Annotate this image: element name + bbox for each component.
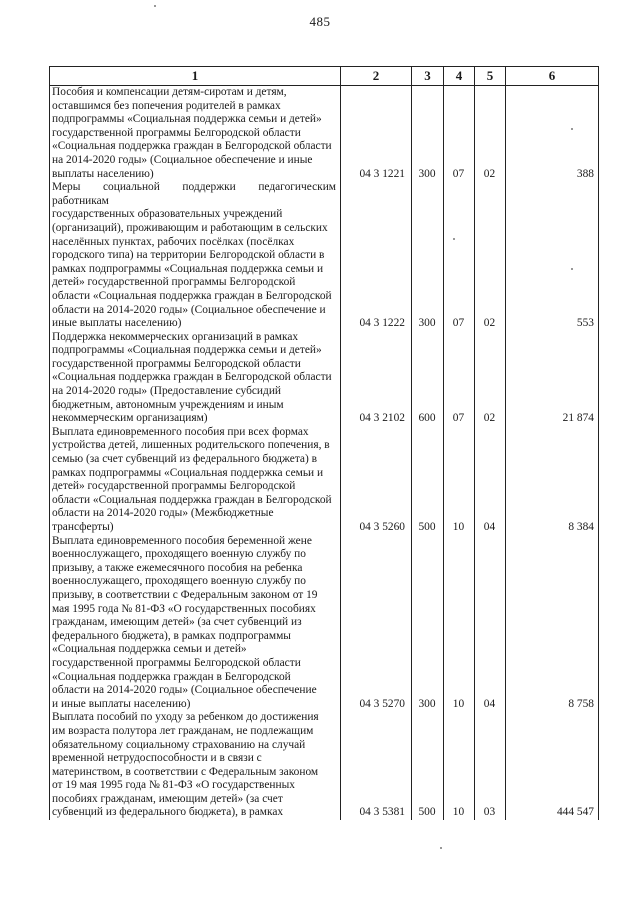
description-line: рамках подпрограммы «Социальная поддержка семьи и xyxy=(52,466,324,479)
header-col-2: 2 xyxy=(341,67,412,86)
row-target-code: 04 3 2102 xyxy=(341,331,412,426)
description-line: государственных образовательных учреждений xyxy=(52,208,283,221)
description-line: «Социальная поддержка граждан в Белгородской области xyxy=(52,371,332,384)
row-target-code: 04 3 5260 xyxy=(341,426,412,535)
row-subsection: 04 xyxy=(475,426,506,535)
table-row xyxy=(50,711,599,820)
row-amount: 444 547 xyxy=(506,711,599,820)
row-subsection: 02 xyxy=(475,181,506,331)
row-expense-type: 300 xyxy=(412,535,444,712)
table-row xyxy=(50,535,599,712)
row-section: 07 xyxy=(444,331,475,426)
description-line: трансферты) xyxy=(52,521,114,533)
description-line: «Социальная поддержка граждан в Белгородской xyxy=(52,670,291,683)
header-col-6: 6 xyxy=(506,67,599,86)
description-line: «Социальная поддержка граждан в Белгородской области xyxy=(52,140,332,153)
table-row xyxy=(50,86,599,182)
description-line: субвенций из федерального бюджета), в рамках xyxy=(52,806,284,819)
row-section: 10 xyxy=(444,426,475,535)
scan-speck xyxy=(571,268,573,270)
description-line: материнством, в соответствии с Федеральным законом xyxy=(52,765,319,778)
row-target-code: 04 3 5270 xyxy=(341,535,412,712)
page-number: 485 xyxy=(309,14,331,29)
description-line: обязательному социальному страхованию на случай xyxy=(52,738,306,751)
description-line: «Социальная поддержка семьи и детей» xyxy=(52,643,247,656)
description-line: населённых пунктах, рабочих посёлках (посёлках xyxy=(52,235,295,248)
description-line: иные выплаты населению) xyxy=(52,317,182,330)
row-expense-type: 500 xyxy=(412,711,444,820)
row-subsection: 02 xyxy=(475,331,506,426)
description-line: Выплата пособий по уходу за ребенком до достижения xyxy=(52,711,319,724)
description-line: от 19 мая 1995 года № 81-ФЗ «О государственных xyxy=(52,779,295,792)
row-expense-type: 300 xyxy=(412,86,444,182)
description-line: государственной программы Белгородской области xyxy=(52,357,301,370)
description-line: некоммерческим организациям) xyxy=(52,412,208,425)
description-line: призыву, а также ежемесячного пособия на ребенка xyxy=(52,561,303,574)
description-line: военнослужащего, проходящего военную службу по xyxy=(52,575,306,588)
row-amount: 8 384 xyxy=(506,426,599,535)
description-line: мая 1995 года № 81-ФЗ «О государственных пособиях xyxy=(52,602,316,615)
description-line: подпрограммы «Социальная поддержка семьи и детей» xyxy=(52,113,322,126)
row-subsection: 02 xyxy=(475,86,506,182)
description-line: рамках подпрограммы «Социальная поддержка семьи и xyxy=(52,262,324,275)
description-line: области на 2014-2020 годы» (Социальное обеспечение и xyxy=(52,303,326,316)
description-line: (организаций), проживающим и работающим в сельских xyxy=(52,221,328,234)
row-description xyxy=(50,535,341,712)
budget-table xyxy=(49,66,599,820)
row-amount: 8 758 xyxy=(506,535,599,712)
row-description xyxy=(50,181,341,331)
description-line: области на 2014-2020 годы» (Межбюджетные xyxy=(52,507,274,520)
description-line: на 2014-2020 годы» (Социальное обеспечение и иные xyxy=(52,153,313,166)
row-target-code: 04 3 1221 xyxy=(341,86,412,182)
row-target-code: 04 3 5381 xyxy=(341,711,412,820)
header-col-4: 4 xyxy=(444,67,475,86)
row-section: 10 xyxy=(444,535,475,712)
header-row xyxy=(50,67,599,86)
row-amount: 21 874 xyxy=(506,331,599,426)
row-amount: 388 xyxy=(506,86,599,182)
description-line: устройства детей, лишенных родительского попечения, в xyxy=(52,439,330,452)
table-row xyxy=(50,181,599,331)
row-subsection: 04 xyxy=(475,535,506,712)
description-line: государственной программы Белгородской области xyxy=(52,656,301,669)
description-line: государственной программы Белгородской области xyxy=(52,126,301,139)
description-line: оставшимся без попечения родителей в рамках xyxy=(52,99,281,112)
description-line: Поддержка некоммерческих организаций в рамках xyxy=(52,330,299,343)
row-target-code: 04 3 1222 xyxy=(341,181,412,331)
description-line: Меры социальной поддержки педагогическим работникам xyxy=(52,181,336,207)
scan-speck xyxy=(453,238,455,240)
description-line: области на 2014-2020 годы» (Социальное обеспечение xyxy=(52,684,317,697)
description-line: Выплата единовременного пособия при всех формах xyxy=(52,425,309,438)
row-expense-type: 500 xyxy=(412,426,444,535)
row-section: 07 xyxy=(444,181,475,331)
row-expense-type: 600 xyxy=(412,331,444,426)
description-line: городского типа) на территории Белгородской области в xyxy=(52,249,325,262)
description-line: пособиях гражданам, имеющим детей» (за счет xyxy=(52,792,283,805)
row-expense-type: 300 xyxy=(412,181,444,331)
description-line: Пособия и компенсации детям-сиротам и детям, xyxy=(52,86,287,98)
description-line: бюджетным, автономным учреждениям и иным xyxy=(52,398,284,411)
description-line: области «Социальная поддержка граждан в Белгородской xyxy=(52,289,332,302)
description-line: семью (за счет субвенций из федерального бюджета) в xyxy=(52,453,318,466)
scan-speck xyxy=(440,847,442,849)
row-amount: 553 xyxy=(506,181,599,331)
description-line: подпрограммы «Социальная поддержка семьи и детей» xyxy=(52,344,322,357)
row-section: 10 xyxy=(444,711,475,820)
description-line: детей» государственной программы Белгородской xyxy=(52,276,296,289)
scan-speck xyxy=(571,128,573,130)
description-line: им возраста полутора лет гражданам, не подлежащим xyxy=(52,724,314,737)
scan-speck xyxy=(154,5,156,7)
description-line: детей» государственной программы Белгородской xyxy=(52,480,296,493)
header-col-3: 3 xyxy=(412,67,444,86)
description-line: области «Социальная поддержка граждан в Белгородской xyxy=(52,493,332,506)
row-description xyxy=(50,711,341,820)
description-line: гражданам, имеющим детей» (за счет субвенций из xyxy=(52,616,302,629)
table-row xyxy=(50,426,599,535)
description-line: на 2014-2020 годы» (Предоставление субсидий xyxy=(52,385,282,398)
header-col-5: 5 xyxy=(475,67,506,86)
description-line: призыву, в соответствии с Федеральным законом от 19 xyxy=(52,588,318,601)
header-col-1: 1 xyxy=(50,67,341,86)
row-subsection: 03 xyxy=(475,711,506,820)
row-description xyxy=(50,86,341,182)
description-line: временной нетрудоспособности и в связи с xyxy=(52,752,262,765)
description-line: Выплата единовременного пособия беременной жене xyxy=(52,534,312,547)
row-description xyxy=(50,426,341,535)
description-line: военнослужащего, проходящего военную службу по xyxy=(52,548,306,561)
row-description xyxy=(50,331,341,426)
description-line: выплаты населению) xyxy=(52,167,154,180)
row-section: 07 xyxy=(444,86,475,182)
description-line: федерального бюджета), в рамках подпрограммы xyxy=(52,629,291,642)
description-line: и иные выплаты населению) xyxy=(52,697,191,710)
table-row xyxy=(50,331,599,426)
